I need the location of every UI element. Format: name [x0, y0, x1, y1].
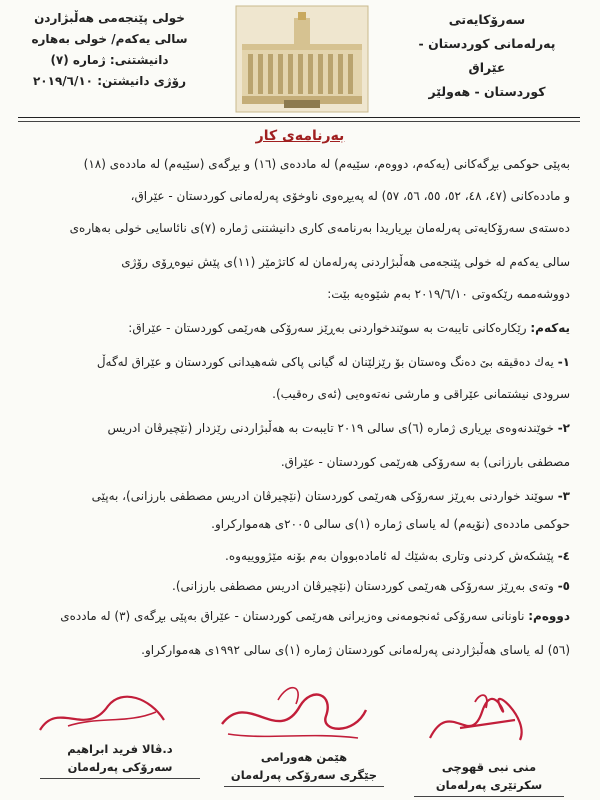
intro-line: و ماددەكانی (٤٧، ٤٨، ٥٢، ٥٥، ٥٦، ٥٧) لە پەیڕەوی ناوخۆی پەرلەمانی كوردستان - عێراق، — [130, 189, 570, 203]
session-term: خولی پێنجەمی هەڵبژاردن — [34, 11, 185, 25]
signature-block-speaker — [40, 740, 200, 779]
section-two-text: ناونانی سەرۆكی ئەنجومەنی وەزیرانی هەرێمی كوردستان - عێراق بەپێی بڕگەی (٣) لە ماددەی — [60, 609, 525, 623]
section-two — [25, 606, 570, 626]
section-two-heading: دووەم: — [528, 609, 570, 623]
session-year: سالی یەكەم/ خولی بەهارە — [31, 32, 188, 46]
institution-header — [402, 8, 572, 104]
signatory-name: هێمن هەورامی — [260, 750, 348, 764]
intro-line: دووشەممە رێكەوتی ٢٠١٩/٦/١٠ بەم شێوەیە بێت: — [327, 287, 570, 301]
agenda-item — [25, 486, 570, 506]
agenda-item — [25, 576, 570, 596]
signature-block-deputy — [224, 748, 384, 787]
agenda-item-continuation: سرودی نیشتمانی عێراقی و مارشی نەتەوەیی (ئەی رەقیب). — [272, 387, 570, 401]
section-one — [25, 318, 570, 338]
agenda-item-number: ٣- — [557, 489, 570, 503]
signature-mark-deputy — [208, 676, 378, 756]
signatory-role: جێگری سەرۆكی پەرلەمان — [224, 766, 384, 787]
agenda-item-continuation: حوكمی ماددەی (نۆیەم) لە یاسای ژمارە (١)ی سالی ٢٠٠٥ی هەمواركراو. — [211, 517, 570, 531]
header-divider-thin — [18, 121, 580, 122]
session-number: دانیشتنی: ژمارە (٧) — [50, 53, 169, 67]
signature-block-secretary — [414, 758, 564, 797]
agenda-item — [25, 546, 570, 566]
document-title: بەرنامەی كار — [255, 128, 345, 144]
agenda-item-text: پێشكەش كردنی وتاری بەشێك لە ئامادەبووان بەم بۆنە مێژووییەوە. — [225, 549, 554, 563]
intro-line: دەستەی سەرۆكایەتی پەرلەمان بڕیاریدا بەرنامەی كاری دانیشتنی ژمارە (٧)ی نائاسایی خولی بەهارەی — [69, 221, 570, 235]
agenda-item-text: وتەی بەڕێز سەرۆكی هەرێمی كوردستان (نێچیرڤان ادریس مصطفی بارزانی). — [172, 579, 554, 593]
section-one-text: رێكارەكانی تایبەت بە سوێندخواردنی بەڕێز سەرۆكی هەرێمی كوردستان - عێراق: — [128, 321, 527, 335]
intro-line: سالی یەكەم لە خولی پێنجەمی هەڵبژاردنی پەرلەمان لە كاتژمێر (١١)ی پێش نیوەڕۆی رۆژی — [121, 255, 570, 269]
agenda-item-number: ٢- — [557, 421, 570, 435]
section-two-continuation: (٥٦) لە یاسای هەڵبژاردنی پەرلەمانی كوردستان ژمارە (١)ی سالی ١٩٩٢ی هەمواركراو. — [141, 643, 570, 657]
institution-presidency: سەرۆكایەتی — [448, 12, 526, 27]
session-info — [22, 8, 197, 92]
section-one-heading: یەكەم: — [530, 321, 570, 335]
session-date: رۆژی دانیشتن: ٢٠١٩/٦/١٠ — [32, 74, 187, 88]
signature-mark-secretary — [420, 688, 540, 758]
intro-line: بەپێی حوكمی بڕگەكانی (یەكەم، دووەم، سێیەم) لە ماددەی (١٦) و بڕگەی (سێیەم) لە ماددەی (١٨) — [83, 157, 570, 171]
signatory-role: سەرۆكی پەرلەمان — [40, 758, 200, 779]
agenda-item-number: ٥- — [557, 579, 570, 593]
agenda-item — [25, 352, 570, 372]
signatory-name: د.ڤالا فرید ابراهیم — [67, 742, 173, 756]
agenda-item-text: سوێند خواردنی بەڕێز سەرۆكی هەرێمی كوردستان (نێچیرڤان ادریس مصطفی بارزانی)، بەپێی — [91, 489, 554, 503]
signatory-role: سكرتێری پەرلەمان — [414, 776, 564, 797]
agenda-item-number: ١- — [557, 355, 570, 369]
institution-location: كوردستان - هەولێر — [428, 84, 546, 99]
header-divider — [18, 117, 580, 118]
agenda-item-text: یەك دەقیقە بێ دەنگ وەستان بۆ رێزلێنان لە گیانی پاكی شەهیدانی كوردستان و عێراق لەگەڵ — [96, 355, 554, 369]
agenda-item — [25, 418, 570, 438]
agenda-item-number: ٤- — [557, 549, 570, 563]
signatory-name: منی نبی قهوچی — [441, 760, 537, 774]
parliament-building-emblem — [234, 4, 370, 114]
institution-name: پەرلەمانی كوردستان - عێراق — [418, 36, 556, 75]
agenda-item-text: خوێندنەوەی بڕیاری ژمارە (٦)ی سالی ٢٠١٩ تایبەت بە هەڵبژاردنی رێزدار (نێچیرڤان ادریس — [107, 421, 554, 435]
agenda-item-continuation: مصطفی بارزانی) بە سەرۆكی هەرێمی كوردستان - عێراق. — [280, 455, 570, 469]
